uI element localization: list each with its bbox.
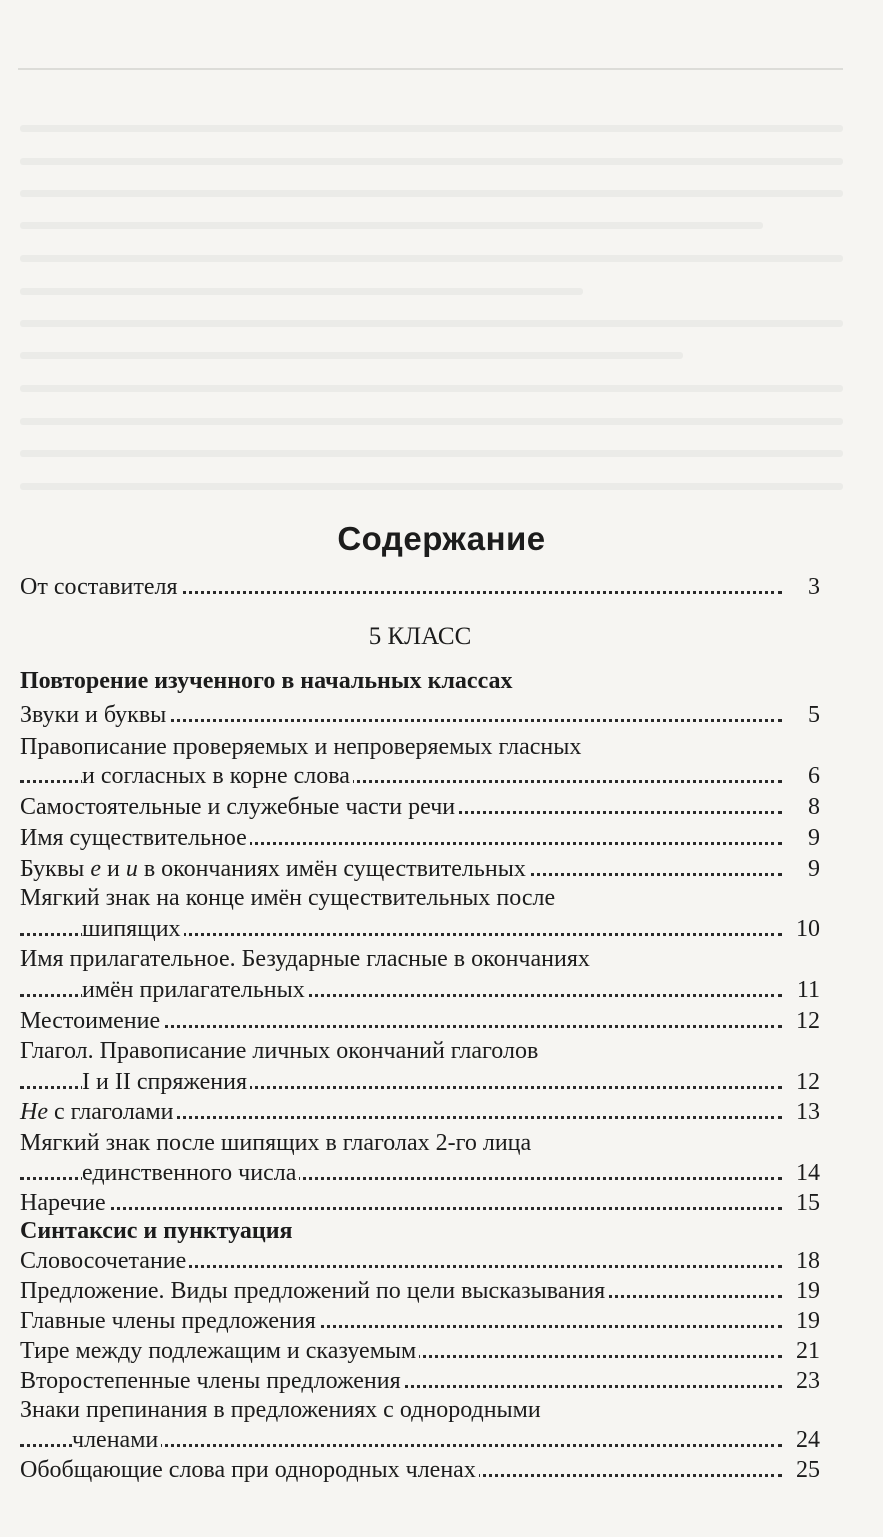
toc-entry-title: Второстепенные члены предложения: [20, 1366, 404, 1396]
toc-entry[interactable]: [20, 1306, 820, 1336]
toc-entry-first-line: Имя прилагательное. Безударные гласные в окончаниях: [20, 946, 590, 972]
toc-entry[interactable]: [20, 1067, 820, 1097]
toc-entry-page: 9: [804, 854, 820, 884]
toc-entry-page: 6: [804, 761, 820, 791]
toc-entry-page: 12: [792, 1067, 820, 1097]
toc-entry[interactable]: [20, 761, 820, 791]
toc-entry-page: 14: [792, 1158, 820, 1188]
toc-entry-page: 8: [804, 792, 820, 822]
toc-entry[interactable]: [20, 1425, 820, 1455]
toc-entry[interactable]: [20, 1097, 820, 1127]
toc-entry-page: 24: [792, 1425, 820, 1455]
toc-entry[interactable]: [20, 1366, 820, 1396]
toc-entry-page: 23: [792, 1366, 820, 1396]
toc-entry-title: Словосочетание: [20, 1246, 189, 1276]
toc-entry-title: Буквы е и и в окончаниях имён существительных: [20, 854, 529, 884]
toc-entry[interactable]: [20, 700, 820, 730]
section-heading: Повторение изученного в начальных классах: [20, 668, 513, 694]
toc-entry-first-line: Глагол. Правописание личных окончаний глаголов: [20, 1038, 539, 1064]
toc-entry[interactable]: [20, 1336, 820, 1366]
toc-entry-page: 19: [792, 1276, 820, 1306]
toc-entry-page: 18: [792, 1246, 820, 1276]
toc-entry-first-line: Знаки препинания в предложениях с однородными: [20, 1397, 541, 1423]
toc-entry[interactable]: [20, 1455, 820, 1485]
toc-entry[interactable]: [20, 792, 820, 822]
toc-entry-title: Тире между подлежащим и сказуемым: [20, 1336, 419, 1366]
toc-entry-title: От составителя: [20, 572, 181, 602]
toc-entry-title: шипящих: [82, 914, 184, 944]
toc-entry-page: 13: [792, 1097, 820, 1127]
toc-entry-title: Главные члены предложения: [20, 1306, 319, 1336]
toc-entry-page: 5: [804, 700, 820, 730]
toc-entry-first-line: Мягкий знак на конце имён существительных после: [20, 885, 556, 911]
toc-entry-title: членами: [72, 1425, 161, 1455]
toc-entry-title: Обобщающие слова при однородных членах: [20, 1455, 479, 1485]
toc-entry[interactable]: [20, 1188, 820, 1218]
toc-entry-page: 3: [804, 572, 820, 602]
toc-entry[interactable]: [20, 1276, 820, 1306]
toc-entry-title: имён прилагательных: [82, 975, 308, 1005]
toc-entry[interactable]: [20, 854, 820, 884]
toc-entry-title: Самостоятельные и служебные части речи: [20, 792, 458, 822]
toc-entry-page: 10: [792, 914, 820, 944]
toc-entry-title: Не с глаголами: [20, 1097, 176, 1127]
toc-entry[interactable]: [20, 1246, 820, 1276]
toc-entry-title: и согласных в корне слова: [82, 761, 353, 791]
toc-entry-title: Местоимение: [20, 1006, 163, 1036]
bleed-through-rule: [18, 68, 843, 70]
toc-entry[interactable]: [20, 1006, 820, 1036]
grade-heading: 5 КЛАСС: [368, 623, 472, 650]
toc-entry-page: 12: [792, 1006, 820, 1036]
toc-entry-title: Предложение. Виды предложений по цели высказывания: [20, 1276, 608, 1306]
section-heading: Синтаксис и пунктуация: [20, 1218, 293, 1244]
toc-entry-title: Звуки и буквы: [20, 700, 169, 730]
toc-entry[interactable]: [20, 914, 820, 944]
toc-entry[interactable]: [20, 1158, 820, 1188]
toc-entry[interactable]: [20, 572, 820, 602]
toc-entry-title: единственного числа: [82, 1158, 299, 1188]
toc-entry-page: 9: [804, 823, 820, 853]
toc-entry-page: 11: [793, 975, 820, 1005]
toc-entry-first-line: Мягкий знак после шипящих в глаголах 2-го лица: [20, 1130, 532, 1156]
toc-entry-title: Наречие: [20, 1188, 109, 1218]
toc-entry-page: 19: [792, 1306, 820, 1336]
toc-heading: Содержание: [337, 520, 546, 557]
toc-entry[interactable]: [20, 823, 820, 853]
toc-entry-page: 15: [792, 1188, 820, 1218]
toc-entry-first-line: Правописание проверяемых и непроверяемых гласных: [20, 734, 582, 760]
toc-entry-title: Имя существительное: [20, 823, 250, 853]
toc-entry-title: I и II спряжения: [82, 1067, 250, 1097]
toc-entry-page: 25: [792, 1455, 820, 1485]
toc-entry-page: 21: [792, 1336, 820, 1366]
toc-entry[interactable]: [20, 975, 820, 1005]
